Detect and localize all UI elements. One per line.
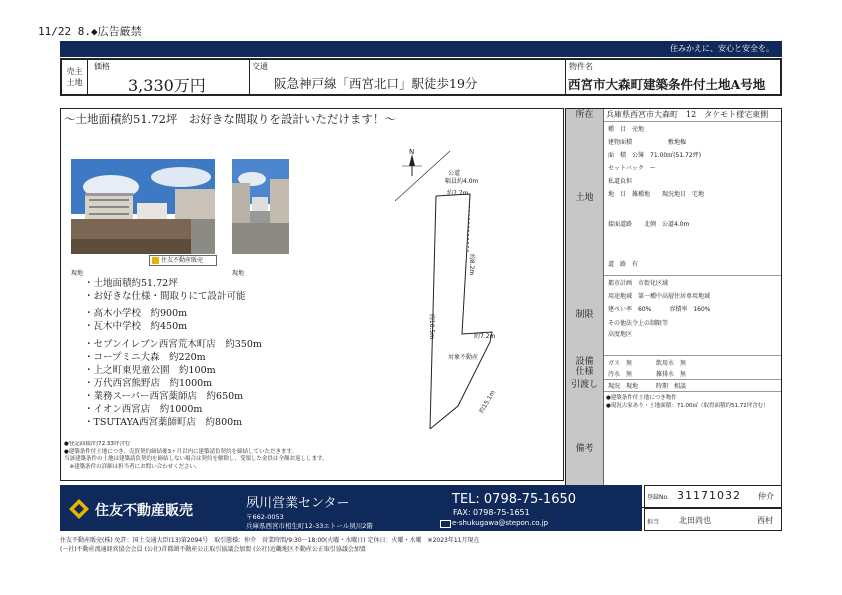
property-name: 西宮市大森町建築条件付土地A号地 [568, 77, 766, 92]
note-line: 当該建築条件の土地は建築請負契約を締結しない場合は契約を解除し、受領した金員は全額お返しします。 [64, 456, 328, 462]
feature-item: ・万代西宮熊野店 約1000m [84, 378, 213, 389]
map-north-label: N [409, 148, 415, 156]
status-cell [62, 60, 88, 94]
note-line: ●建築条件付土地につき、売買契約締結後3ヶ月以内に建築請負契約を締結していただきます。 [64, 448, 298, 455]
spec-line: 建ぺい率 60% 容積率 160% [608, 306, 711, 313]
spec-facility-label: 設備 [575, 357, 594, 367]
remark-line: ●建築条件付土地につき物件 [606, 395, 677, 401]
divider [249, 60, 250, 94]
tagline: 住みかえに、安心と安全を。 [670, 44, 774, 53]
title-row [60, 58, 782, 96]
spec-line: その他法令上の制限等 [608, 320, 669, 327]
spec-line: セットバック ー [608, 165, 656, 172]
feature-item: ・お好きな仕様・間取りにて設計可能 [84, 291, 246, 302]
spec-category [566, 355, 604, 379]
photo-site-2 [232, 159, 289, 254]
north-arrow-icon [402, 154, 422, 176]
spec-category: 引渡し [566, 379, 604, 391]
spec-row-restrict [566, 275, 781, 356]
feature-item: ・瓦木中学校 約450m [84, 321, 188, 332]
spec-line: 面 積 公簿 71.00㎡(51.72坪) [608, 152, 702, 159]
site-map [390, 146, 560, 436]
spec-line: 地 目 雑種地 現況地目 宅地 [608, 191, 705, 198]
office-email: e-shukugawa@stepon.co.jp [452, 519, 549, 527]
feature-item: ・セブンイレブン西宮荒木町店 約350m [84, 339, 262, 350]
spec-category: 所在 [566, 109, 604, 121]
agent-label: 仲介 [758, 492, 774, 501]
spec-location: 兵庫県西宮市大森町 12 タケモト様宅東側 [606, 110, 769, 119]
feature-item: ・土地面積約51.72坪 [84, 278, 178, 289]
feature-list [84, 277, 324, 429]
reg-label: 登録No. [647, 494, 669, 501]
access-label: 交通 [252, 62, 268, 71]
map-dim-middle: 約7.2m [474, 333, 496, 340]
map-dim-bottom: 約15.1m [478, 389, 497, 415]
photo-site-1 [71, 159, 215, 254]
company-logo-icon [68, 498, 90, 520]
office-postal: 〒662-0053 [246, 513, 284, 521]
map-lot-label: 対象不動産 [448, 354, 479, 361]
spec-line: 私道負担 [608, 178, 633, 185]
office-tel: TEL: 0798-75-1650 [452, 492, 577, 507]
logo-badge-text: 住友不動産販売 [161, 257, 204, 264]
logo-mark-icon [152, 257, 159, 264]
reg-number: 31171032 [677, 489, 741, 502]
spec-line: 接面道路 北側 公道4.0m [608, 221, 690, 228]
notes [64, 441, 559, 471]
map-road-label: 公道 [448, 170, 461, 177]
status-type: 土地 [66, 78, 83, 87]
office-name: 夙川営業センター [246, 496, 350, 511]
access-value: 阪急神戸線「西宮北口」駅徒歩19分 [274, 76, 478, 91]
feature-item: ・TSUTAYA西宮薬師町店 約800m [84, 417, 243, 428]
spec-line: 高度地区 [608, 331, 633, 338]
office-fax: FAX: 0798-75-1651 [453, 508, 530, 517]
feature-item: ・イオン西宮店 約1000m [84, 404, 203, 415]
spec-category: 備考 [566, 391, 604, 507]
staff-label: 担当 [647, 519, 660, 526]
spec-line: 現況 現地 時期 相談 [608, 383, 687, 390]
spec-line: 種 目 売地 [608, 126, 645, 133]
feature-item: ・業務スーパー西宮薬師店 約650m [84, 391, 244, 402]
map-dim-right: 約8.2m [468, 253, 476, 276]
brand-bar [60, 41, 782, 57]
headline: 〜土地面積約51.72坪 お好きな間取りを設計いただけます！〜 [64, 112, 396, 126]
office-address: 兵庫県西宮市相生町12-33エトール夙川2階 [246, 522, 373, 530]
spec-line: ガス 無 飲用水 無 [608, 360, 687, 367]
spec-row-facility [566, 355, 781, 380]
footer-line: (一社)不動産流通経営協会会員 (公社)首都圏不動産公正取引協議会加盟 (公社)近畿地区不動産公正取引協議会加盟 [60, 546, 366, 553]
photo-caption-1: 現地 [71, 270, 84, 277]
map-dim-left: 約10.5m [428, 313, 436, 340]
photo-caption-2: 現地 [232, 270, 245, 277]
spec-line: 用途地域 第一種中高層住居専用地域 [608, 293, 711, 300]
note-line: ●登記面積/約72.33坪含む [64, 441, 131, 447]
fax-header: 11/22 8.◆広告厳禁 [38, 25, 142, 38]
feature-item: ・高木小学校 約900m [84, 308, 188, 319]
spec-facility-label2: 仕様 [575, 367, 594, 377]
feature-item: ・コープミニ大森 約220m [84, 352, 206, 363]
property-label: 物件名 [569, 62, 593, 71]
staff-name: 北田尚也 [679, 516, 711, 525]
map-dim-top: 約7.7m [447, 190, 469, 197]
spec-remarks [606, 394, 780, 410]
divider [565, 60, 566, 94]
spec-table [565, 108, 782, 508]
map-road-width: 幅員約4.0m [445, 178, 479, 185]
staff-name-2: 西村 [757, 516, 773, 525]
spec-category: 土地 [566, 121, 604, 275]
reg-divider [645, 508, 781, 509]
feature-item: ・上之町東児童公園 約100m [84, 365, 216, 376]
spec-category: 制限 [566, 275, 604, 355]
remark-line: ●現況古家あり・土地面積：71.00㎡（取得面積約51.72坪含む） [606, 403, 769, 409]
footer-line: 住友不動産販売(株) 免許：国土交通大臣(13)第2094号 取引態様：仲介 営業時間/9:30〜18:00(火曜・水曜日) 定休日：火曜・水曜 ※2023年11月現在 [60, 537, 480, 544]
spec-line: 道 路 有 [608, 261, 639, 268]
spec-line: 都市計画 市街化区域 [608, 280, 669, 287]
spec-row-land [566, 121, 781, 276]
price-label: 価格 [94, 62, 110, 71]
registration-box [644, 485, 782, 531]
company-logo-text: 住友不動産販売 [95, 503, 193, 519]
logo-badge [149, 255, 217, 266]
status-label: 売主 [66, 67, 83, 76]
price-value: 3,330万円 [128, 76, 206, 95]
spec-line: 汚水 無 雑排水 無 [608, 371, 687, 378]
note-line: ※建築条件の詳細は担当者にお問い合わせください。 [64, 463, 201, 470]
mail-icon [440, 520, 451, 528]
spec-line: 建物面積 敷地権 [608, 139, 687, 146]
